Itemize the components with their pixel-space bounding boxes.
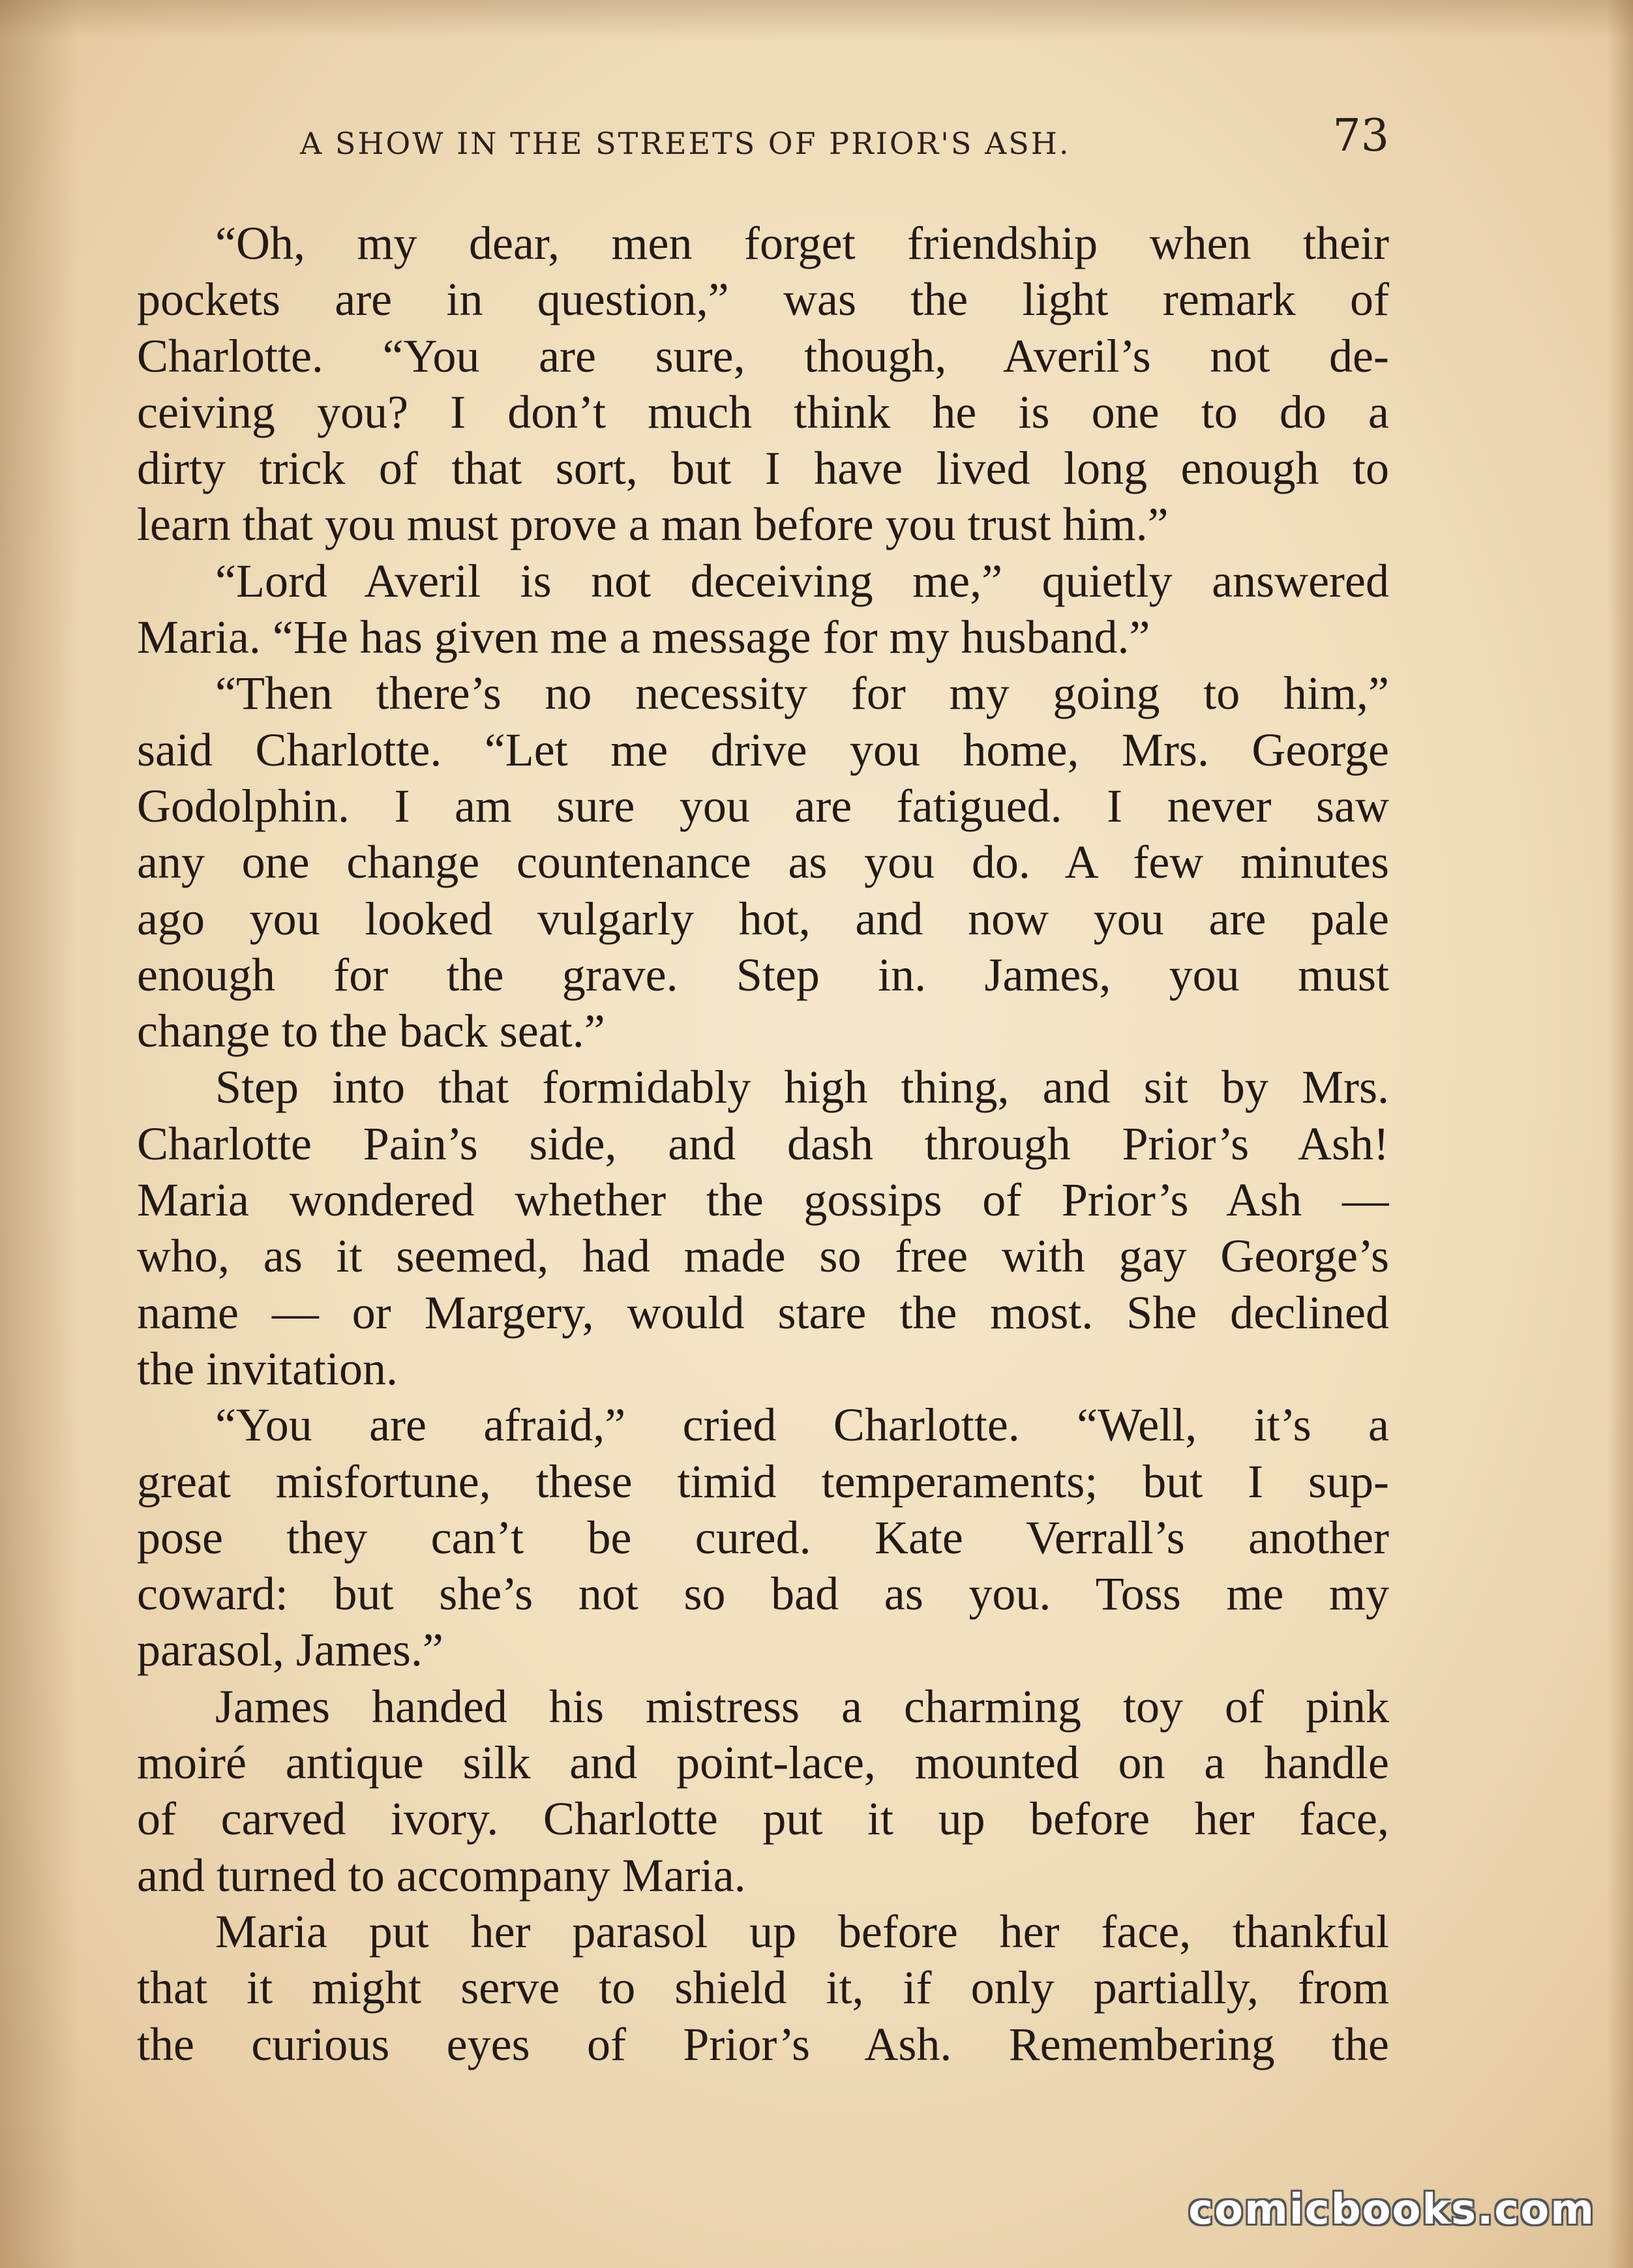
right-edge-shadow — [1607, 0, 1633, 2268]
text-line: and turned to accompany Maria. — [137, 1849, 746, 1902]
text-line: any one change countenance as you do. A few minutes — [137, 836, 1389, 889]
top-edge-shadow — [0, 0, 1633, 39]
text-line: name — or Margery, would stare the most. She declined — [137, 1286, 1389, 1339]
text-line: change to the back seat.” — [137, 1005, 605, 1058]
text-line: “Oh, my dear, men forget friendship when their — [215, 217, 1389, 269]
text-line: Maria wondered whether the gossips of Prior’s Ash — — [137, 1174, 1389, 1227]
text-line: coward: but she’s not so bad as you. Toss me my — [137, 1568, 1389, 1620]
text-line: ceiving you? I don’t much think he is one to do a — [137, 385, 1389, 438]
running-head — [137, 108, 1389, 166]
text-line: parasol, James.” — [137, 1624, 443, 1677]
page-number: 73 — [1332, 110, 1389, 162]
text-line: who, as it seemed, had made so free with gay George’s — [137, 1230, 1389, 1283]
text-line: ago you looked vulgarly hot, and now you are pale — [137, 892, 1389, 945]
text-line: that it might serve to shield it, if only partially, from — [137, 1962, 1389, 2014]
site-watermark: comicbooks.com — [1188, 2186, 1595, 2234]
text-line: said Charlotte. “Let me drive you home, Mrs. George — [137, 723, 1389, 776]
text-line: pockets are in question,” was the light remark of — [137, 273, 1389, 326]
text-line: “Then there’s no necessity for my going to him,” — [215, 667, 1389, 720]
text-line: enough for the grave. Step in. James, you must — [137, 948, 1389, 1001]
text-line: “Lord Averil is not deceiving me,” quietly answered — [215, 554, 1389, 607]
text-line: Maria put her parasol up before her face, thankful — [215, 1905, 1389, 1958]
text-line: the curious eyes of Prior’s Ash. Remembering the — [137, 2018, 1389, 2070]
text-line: great misfortune, these timid temperaments; but I sup- — [137, 1455, 1389, 1508]
text-line: James handed his mistress a charming toy of pink — [215, 1680, 1389, 1733]
text-line: Step into that formidably high thing, and sit by Mrs. — [215, 1061, 1389, 1114]
text-line: “You are afraid,” cried Charlotte. “Well, it’s a — [215, 1399, 1389, 1452]
body-text — [137, 215, 1389, 2072]
text-line: Charlotte. “You are sure, though, Averil’s not de- — [137, 329, 1389, 382]
text-line: Charlotte Pain’s side, and dash through Prior’s Ash! — [137, 1117, 1389, 1170]
text-line: learn that you must prove a man before you trust him.” — [137, 498, 1169, 551]
text-line: dirty trick of that sort, but I have lived long enough to — [137, 442, 1389, 495]
text-line: Maria. “He has given me a message for my husband.” — [137, 611, 1150, 664]
gutter-shadow — [0, 0, 78, 2268]
text-line: Godolphin. I am sure you are fatigued. I never saw — [137, 779, 1389, 832]
text-line: of carved ivory. Charlotte put it up before her face, — [137, 1793, 1389, 1845]
text-line: the invitation. — [137, 1342, 398, 1395]
running-head-title: A SHOW IN THE STREETS OF PRIOR'S ASH. — [300, 126, 1071, 161]
text-line: pose they can’t be cured. Kate Verrall’s another — [137, 1511, 1389, 1564]
text-line: moiré antique silk and point-lace, mounted on a handle — [137, 1737, 1389, 1789]
